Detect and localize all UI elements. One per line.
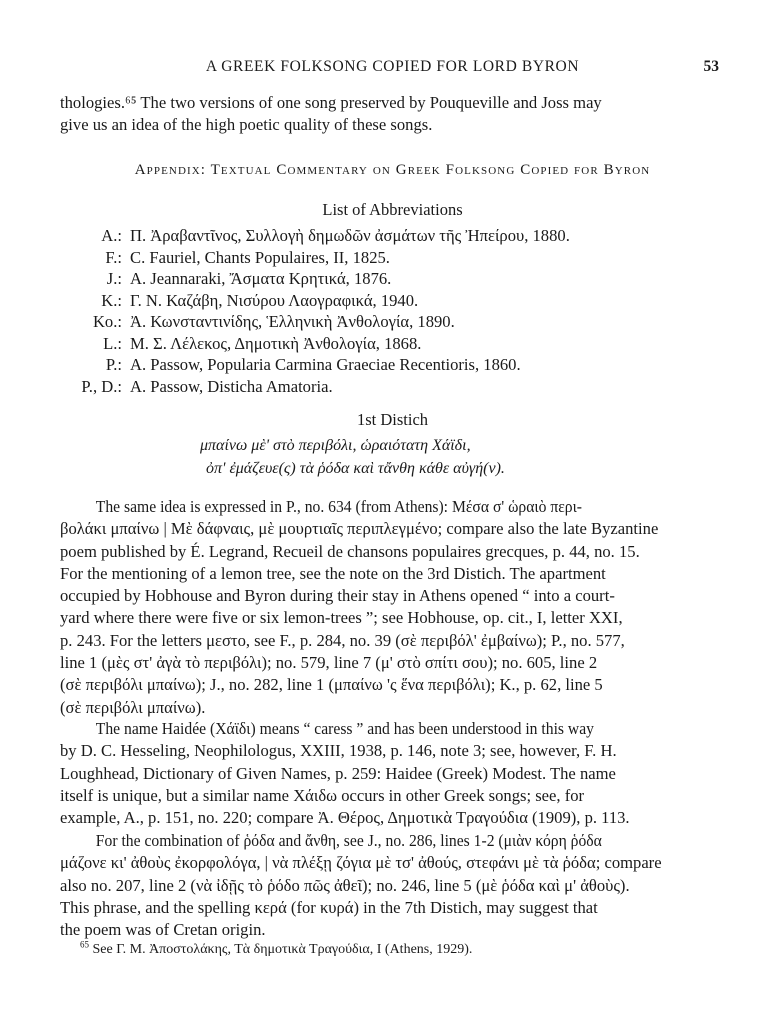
text-line: also no. 207, line 2 (νὰ ἰδῇς τὸ ῥόδο πῶς ἀθεῖ); no. 246, line 5 (μὲ ῥόδα καὶ μ' ἀθοὺς). (60, 875, 630, 895)
appendix-heading: Appendix: Textual Commentary on Greek Folksong Copied for Byron (134, 162, 651, 178)
intro-paragraph (60, 92, 720, 137)
text-line: For the combination of ῥόδα and ἄνθη, see J., no. 286, lines 1-2 (μιὰν κόρη ῥόδα (95, 831, 602, 850)
distich-heading: 1st Distich (356, 410, 429, 429)
abbreviation-value: A. Jeannaraki, Ἄσματα Κρητικά, 1876. (130, 269, 392, 288)
abbreviation-value: Ἀ. Κωνσταντινίδης, Ἑλληνικὴ Ἀνθολογία, 1890. (130, 312, 455, 331)
footnote-text: See Γ. Μ. Ἀποστολάκης, Τὰ δημοτικὰ Τραγούδια, I (Athens, 1929). (92, 942, 473, 957)
text-line: thologies.⁶⁵ The two versions of one song preserved by Pouqueville and Joss may (60, 93, 602, 112)
distich-verse (200, 434, 630, 480)
abbreviations-heading: List of Abbreviations (322, 200, 463, 219)
text-line: For the mentioning of a lemon tree, see the note on the 3rd Distich. The apartment (60, 563, 606, 583)
abbreviation-item (50, 269, 730, 291)
abbreviation-key: L.: (103, 333, 122, 353)
abbreviation-value: Γ. Ν. Καζάβη, Νισύρου Λαογραφικά, 1940. (130, 290, 419, 310)
text-line: itself is unique, but a similar name Χάιδω occurs in other Greek songs; see, for (60, 785, 585, 805)
text-line: example, A., p. 151, no. 220; compare Ἀ. Θέρος, Δημοτικὰ Τραγούδια (1909), p. 113. (60, 808, 630, 828)
footnote (80, 939, 473, 958)
text-line: The name Haidée (Χάϊδι) means “ caress ” and has been understood in this way (95, 719, 594, 738)
abbreviation-item (50, 226, 730, 248)
abbreviation-item (50, 377, 730, 399)
text-line: by D. C. Hesseling, Neophilologus, XXIII, 1938, p. 146, note 3; see, however, F. H. (60, 741, 617, 761)
commentary-paragraph-3 (60, 830, 720, 941)
running-head (60, 58, 725, 80)
text-line: poem published by É. Legrand, Recueil de chansons populaires grecques, p. 44, no. 15. (60, 541, 640, 561)
text-line: give us an idea of the high poetic quality of these songs. (60, 115, 433, 135)
abbreviation-list (50, 226, 730, 398)
abbreviation-item (50, 355, 730, 377)
abbreviation-value: C. Fauriel, Chants Populaires, II, 1825. (130, 247, 390, 267)
text-line: The same idea is expressed in P., no. 634 (from Athens): Μέσα σ' ὡραιὸ περι- (95, 497, 583, 516)
abbreviation-key: K.: (101, 290, 122, 310)
abbreviation-value: Π. Ἀραβαντῖνος, Συλλογὴ δημωδῶν ἀσμάτων τῆς Ἠπείρου, 1880. (130, 226, 570, 245)
commentary-paragraph-1 (60, 496, 720, 719)
abbreviation-key: J.: (106, 269, 122, 288)
text-line: This phrase, and the spelling κερά (for κυρά) in the 7th Distich, may suggest that (60, 897, 598, 917)
text-line: (σὲ περιβόλι μπαίνω); J., no. 282, line 1 (μπαίνω 'ς ἕνα περιβόλι); K., p. 62, line 5 (60, 675, 603, 695)
text-line: βολάκι μπαίνω | Μὲ δάφναις, μὲ μουρτιαῖς περιπλεγμένο; compare also the late Byzantine (60, 519, 659, 539)
footnote-marker: 65 (80, 939, 89, 950)
running-head-title: A GREEK FOLKSONG COPIED FOR LORD BYRON (205, 58, 580, 75)
text-line: p. 243. For the letters μεστο, see F., p. 284, no. 39 (σὲ περιβόλ' ἐμβαίνω); P., no. 577, (60, 630, 625, 650)
text-line: yard where there were five or six lemon-trees ”; see Hobhouse, op. cit., I, letter XXI, (60, 608, 623, 628)
abbreviation-key: Ko.: (92, 312, 122, 331)
text-line: μάζονε κι' ἀθοὺς ἐκορφολόγα, | νὰ πλέξῃ ζόγια μὲ τσ' ἀθούς, στεφάνι μὲ τὰ ῥόδα; compare (60, 853, 662, 873)
abbreviation-value: Μ. Σ. Λέλεκος, Δημοτικὴ Ἀνθολογία, 1868. (130, 333, 422, 353)
abbreviation-value: A. Passow, Disticha Amatoria. (130, 376, 333, 396)
abbreviation-item (50, 334, 730, 356)
text-line: occupied by Hobhouse and Byron during their stay in Athens opened “ into a court- (60, 586, 615, 606)
verse-line: ὀπ' ἐμάζευε(ς) τὰ ῥόδα καὶ τἄνθη κάθε αὐγή(ν). (206, 460, 505, 477)
abbreviation-item (50, 312, 730, 334)
abbreviation-item (50, 291, 730, 313)
text-line: the poem was of Cretan origin. (60, 920, 266, 940)
text-line: Loughhead, Dictionary of Given Names, p. 259: Haidee (Greek) Modest. The name (60, 763, 616, 783)
commentary-paragraph-2 (60, 718, 720, 829)
abbreviation-key: A.: (101, 226, 122, 245)
text-line: (σὲ περιβόλι μπαίνω). (60, 697, 206, 717)
verse-line: μπαίνω μὲ' στὸ περιβόλι, ὡραιότατη Χάϊδι, (200, 437, 471, 454)
abbreviation-item (50, 248, 730, 270)
text-line: line 1 (μὲς στ' ἀγὰ τὸ περιβόλι); no. 579, line 7 (μ' στὸ σπίτι σου); no. 605, line 2 (60, 653, 598, 673)
abbreviation-value: A. Passow, Popularia Carmina Graeciae Recentioris, 1860. (130, 355, 521, 374)
abbreviation-key: P., D.: (81, 376, 122, 396)
abbreviation-key: P.: (105, 355, 122, 374)
abbreviation-key: F.: (105, 247, 122, 267)
page-number: 53 (703, 58, 719, 75)
